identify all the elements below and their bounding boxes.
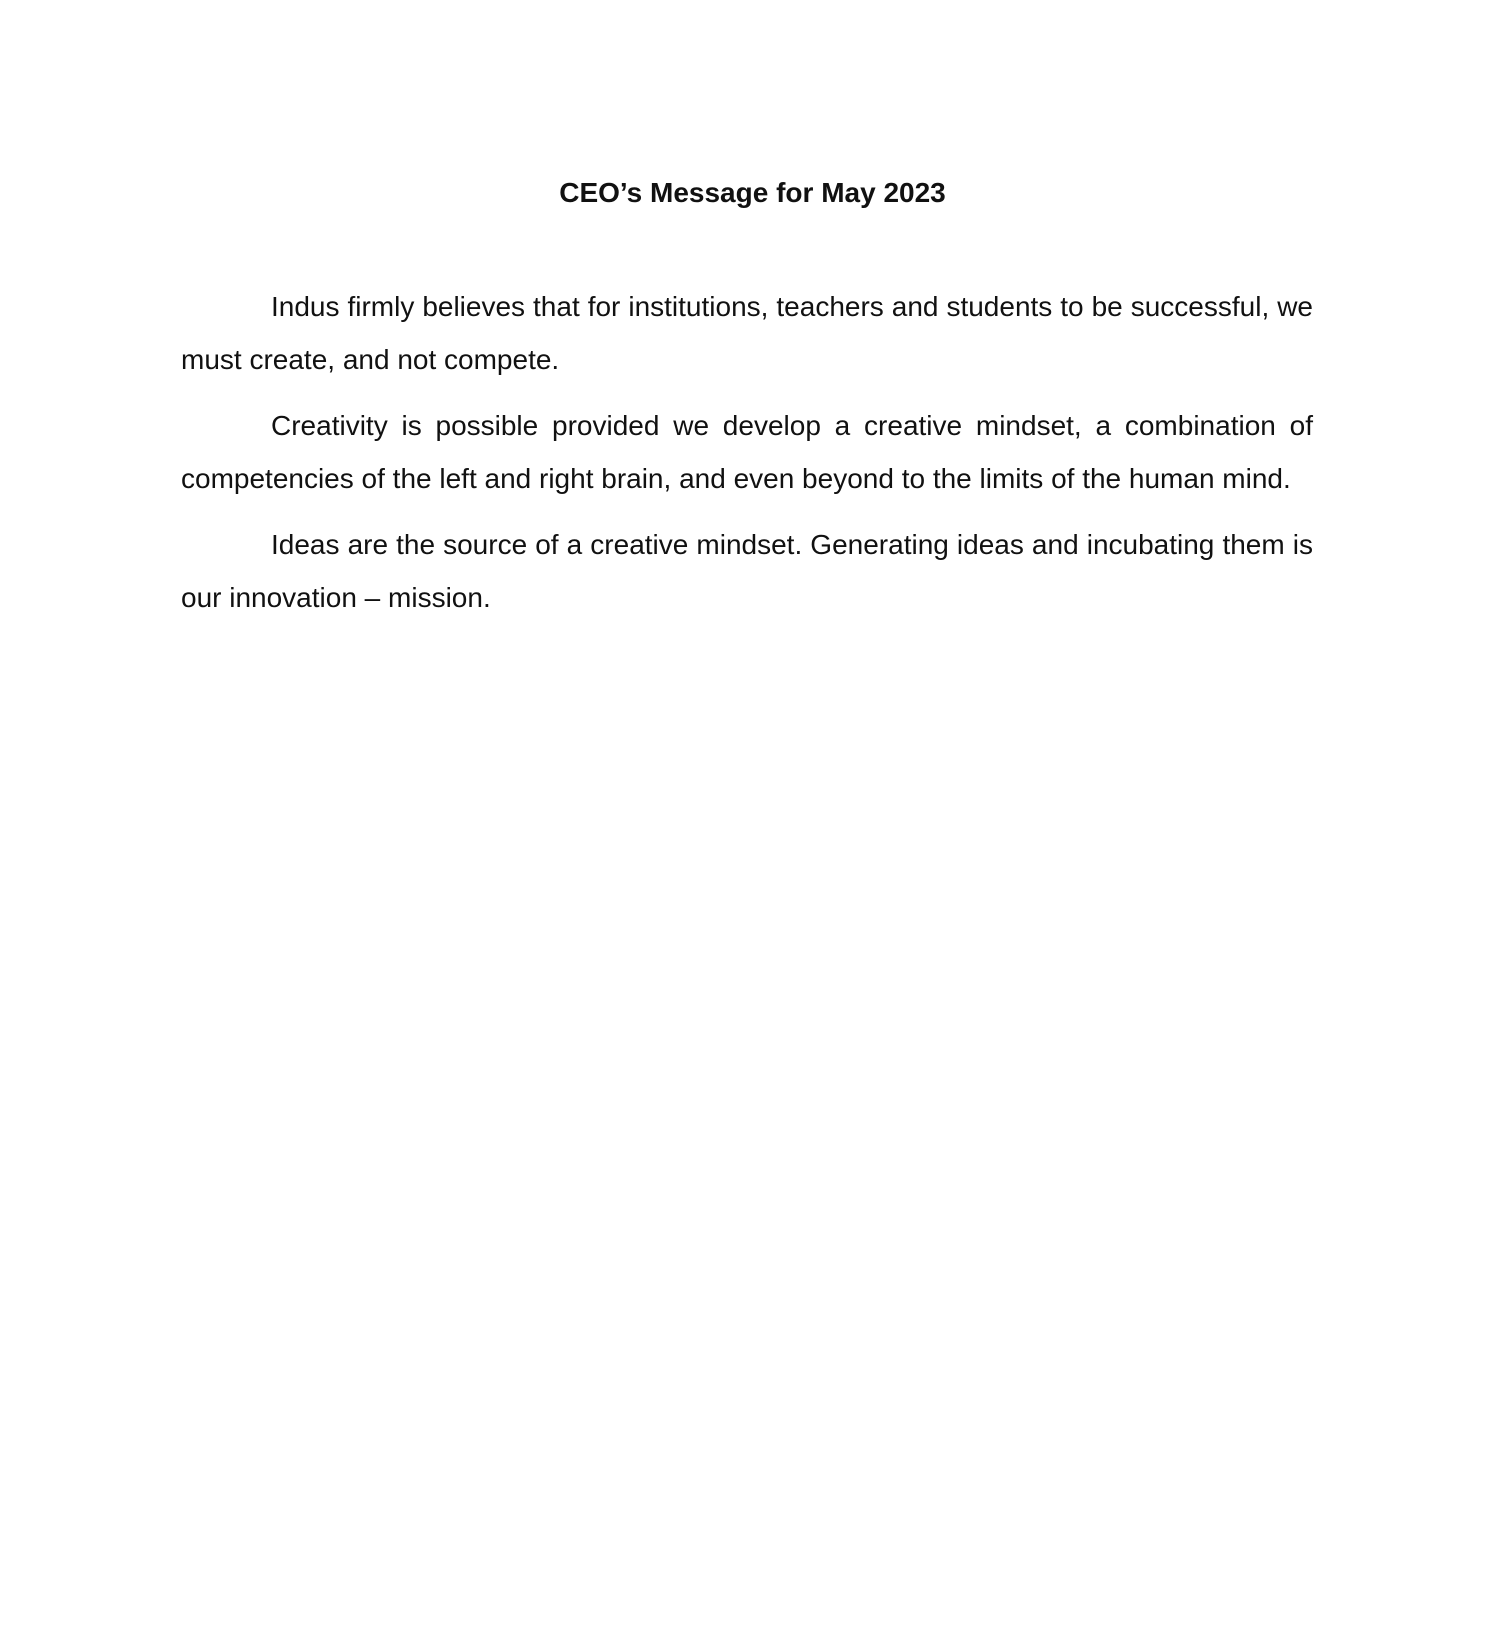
paragraph-3: Ideas are the source of a creative mindset. Generating ideas and incubating them is our innovation – mission. — [181, 529, 1313, 613]
document-body — [181, 281, 1313, 638]
paragraph-2: Creativity is possible provided we develop a creative mindset, a combination of competencies of the left and right brain, and even beyond to the limits of the human mind. — [181, 410, 1313, 494]
paragraph-1: Indus firmly believes that for institutions, teachers and students to be successful, we must create, and not compete. — [181, 291, 1313, 375]
document-title: CEO’s Message for May 2023 — [559, 177, 946, 208]
